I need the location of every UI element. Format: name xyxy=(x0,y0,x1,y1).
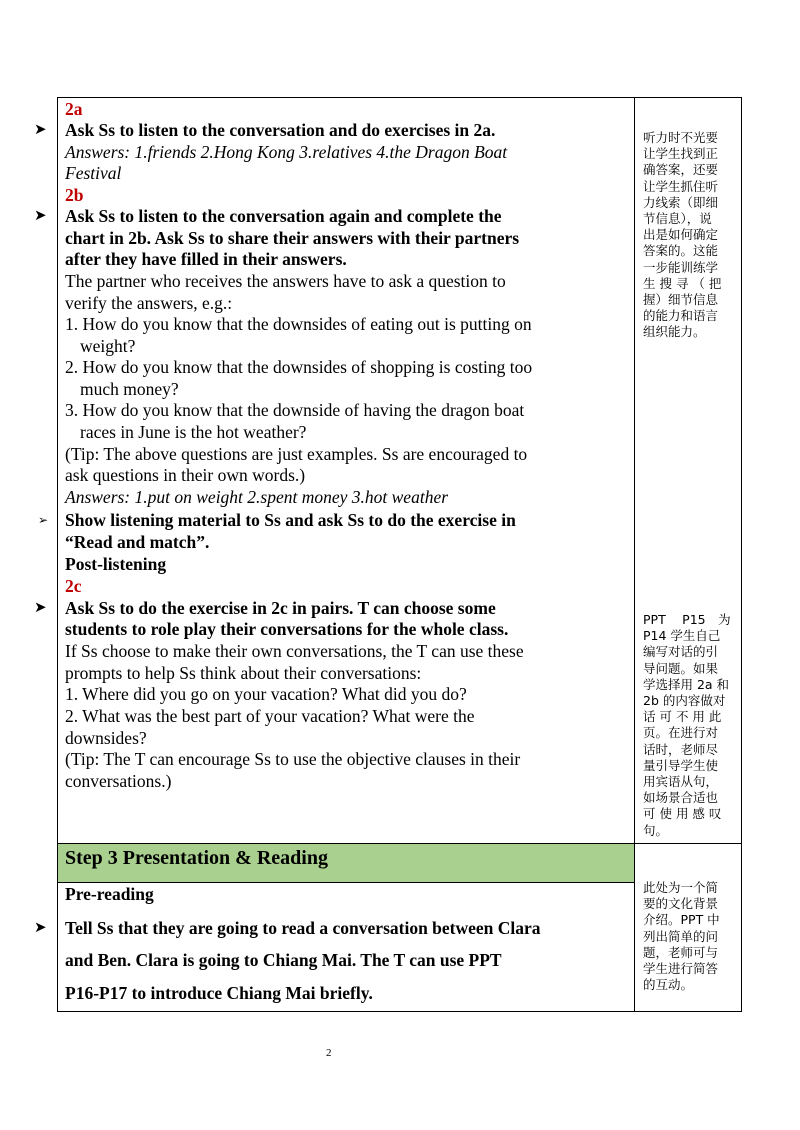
note-line: 确答案，还要 xyxy=(643,162,719,178)
note-line: 题，老师可与 xyxy=(643,944,719,960)
note-line: 学生进行简答 xyxy=(643,961,719,977)
note-line: 节信息），说 xyxy=(643,211,712,227)
prompt-1: 1. Where did you go on your vacation? What did you do? xyxy=(65,684,467,704)
paragraph-2c-line2: prompts to help Ss think about their conversations: xyxy=(65,663,422,683)
note-line: 力线索（即细 xyxy=(643,194,719,210)
arrow-bullet-icon: ➤ xyxy=(34,208,47,224)
arrow-bullet-icon: ➢ xyxy=(38,513,49,527)
question-2-line1: 2. How do you know that the downsides of shopping is costing too xyxy=(65,357,533,377)
note-line: 话 可 不 用 此 xyxy=(643,709,722,725)
paragraph-2b-line2: verify the answers, e.g.: xyxy=(65,293,233,313)
note-line: 让学生找到正 xyxy=(643,146,719,162)
instruction-2c-line1: Ask Ss to do the exercise in 2c in pairs. T can choose some xyxy=(65,598,496,618)
column-divider xyxy=(634,97,635,1012)
arrow-bullet-icon: ➤ xyxy=(34,600,47,616)
paragraph-2c-line1: If Ss choose to make their own conversations, the T can use these xyxy=(65,641,524,661)
tell-line3: P16-P17 to introduce Chiang Mai briefly. xyxy=(65,983,373,1003)
note-line: 出是如何确定 xyxy=(643,227,719,243)
note-line: 此处为一个简 xyxy=(643,880,719,895)
note-line: P14 学生自己 xyxy=(643,628,721,644)
note-line: 列出简单的问 xyxy=(643,928,719,944)
note-line: 的互动。 xyxy=(643,977,694,993)
note-line: 量引导学生使 xyxy=(643,757,719,773)
section-label-2a: 2a xyxy=(65,99,83,119)
note-line: 让学生抓住听 xyxy=(643,178,719,194)
note-line: 页。在进行对 xyxy=(643,725,719,741)
note-line: 答案的。这能 xyxy=(643,243,719,259)
section-label-2b: 2b xyxy=(65,185,84,205)
row-divider-step xyxy=(57,882,635,883)
note-line: 编写对话的引 xyxy=(643,644,719,660)
post-listening-heading: Post-listening xyxy=(65,554,167,574)
question-1-line1: 1. How do you know that the downsides of eating out is putting on xyxy=(65,314,532,334)
instruction-2b-line1: Ask Ss to listen to the conversation again and complete the xyxy=(65,206,502,226)
note-line: 用宾语从句， xyxy=(643,774,719,790)
note-line: 组织能力。 xyxy=(643,324,706,340)
note-line: 如场景合适也 xyxy=(643,790,719,806)
tell-line1: Tell Ss that they are going to read a conversation between Clara xyxy=(65,918,541,938)
note-line: 话时，老师尽 xyxy=(643,741,719,757)
prompt-2-line1: 2. What was the best part of your vacation? What were the xyxy=(65,706,475,726)
page-number: 2 xyxy=(326,1047,332,1059)
show-material-line1: Show listening material to Ss and ask Ss to do the exercise in xyxy=(65,510,516,530)
question-3-line2: races in June is the hot weather? xyxy=(80,422,307,442)
note-line: 导问题。如果 xyxy=(643,660,719,676)
note-line: 要的文化背景 xyxy=(643,896,719,912)
tip-2c-line2: conversations.) xyxy=(65,771,172,791)
question-3-line1: 3. How do you know that the downside of having the dragon boat xyxy=(65,400,525,420)
answers-2b: Answers: 1.put on weight 2.spent money 3.hot weather xyxy=(65,487,449,507)
tip-2b-line1: (Tip: The above questions are just examples. Ss are encouraged to xyxy=(65,444,528,464)
note-line: 2b 的内容做对 xyxy=(643,693,726,709)
note-line: 的能力和语言 xyxy=(643,308,719,324)
note-line: 可 使 用 感 叹 xyxy=(643,806,722,822)
teacher-note-culture xyxy=(643,880,739,993)
step-3-title: Step 3 Presentation & Reading xyxy=(65,847,328,869)
note-line: 生 搜 寻 （ 把 xyxy=(643,275,722,291)
prompt-2-line2: downsides? xyxy=(65,728,147,748)
teacher-note-listening xyxy=(643,130,739,341)
instruction-2c-line2: students to role play their conversations for the whole class. xyxy=(65,619,509,639)
note-line: 听力时不光要 xyxy=(643,130,719,145)
note-line: 握）细节信息 xyxy=(643,292,719,308)
teacher-note-ppt-p15 xyxy=(643,612,739,839)
section-label-2c: 2c xyxy=(65,576,82,596)
tip-2b-line2: ask questions in their own words.) xyxy=(65,465,306,485)
arrow-bullet-icon: ➤ xyxy=(34,920,47,936)
answers-2a-line1: Answers: 1.friends 2.Hong Kong 3.relatives 4.the Dragon Boat xyxy=(65,142,508,162)
instruction-2b-line3: after they have filled in their answers. xyxy=(65,249,347,269)
question-1-line2: weight? xyxy=(80,336,136,356)
instruction-2b-line2: chart in 2b. Ask Ss to share their answers with their partners xyxy=(65,228,520,248)
note-line: 一步能训练学 xyxy=(643,259,719,275)
instruction-2a: Ask Ss to listen to the conversation and do exercises in 2a. xyxy=(65,120,496,140)
pre-reading-heading: Pre-reading xyxy=(65,884,154,904)
note-line: 介绍。PPT 中 xyxy=(643,912,720,928)
tell-line2: and Ben. Clara is going to Chiang Mai. The T can use PPT xyxy=(65,950,502,970)
tip-2c-line1: (Tip: The T can encourage Ss to use the objective clauses in their xyxy=(65,749,521,769)
show-material-line2: “Read and match”. xyxy=(65,532,210,552)
paragraph-2b-line1: The partner who receives the answers have to ask a question to xyxy=(65,271,506,291)
question-2-line2: much money? xyxy=(80,379,179,399)
note-line: 学选择用 2a 和 xyxy=(643,676,730,692)
note-line: 句。 xyxy=(643,822,669,838)
row-divider xyxy=(57,843,742,844)
arrow-bullet-icon: ➤ xyxy=(34,122,47,138)
note-line: PPT P15 为 xyxy=(643,612,731,627)
answers-2a-line2: Festival xyxy=(65,163,122,183)
